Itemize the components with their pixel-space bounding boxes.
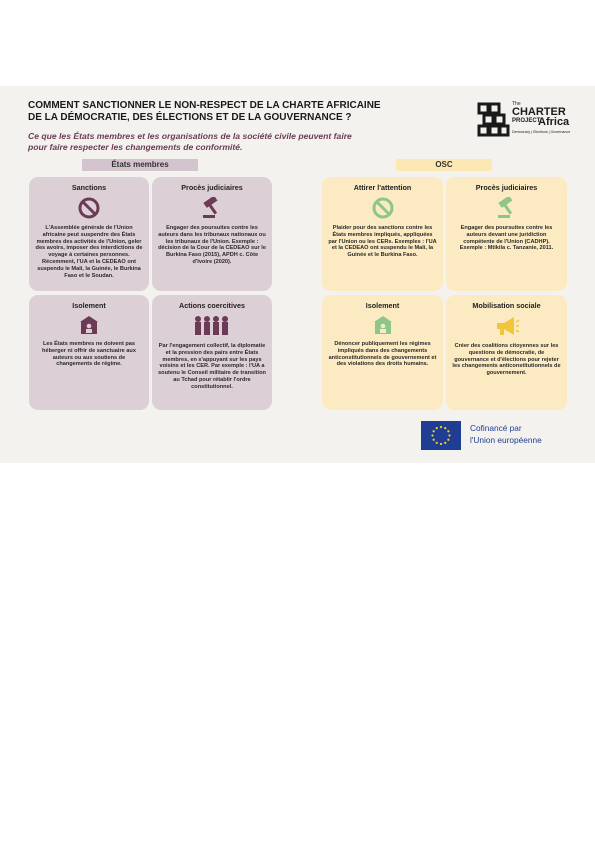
subtitle-line-2: pour faire respecter les changements de conformité. — [28, 142, 243, 152]
page-subtitle — [28, 131, 458, 153]
soldiers-icon — [192, 315, 232, 337]
card-proces-judiciaires-osc — [446, 177, 567, 291]
card-title: Sanctions — [71, 183, 107, 192]
card-text: Engager des poursuites contre les auteurs dans les tribunaux nationaux ou les tribunaux de l'Union. Exemple : décision de la Cour de la CEDEAO sur le Burkina Faso (2015), APDH c. Côte d'Ivoire (2020). — [158, 225, 266, 265]
card-title: Mobilisation sociale — [472, 301, 541, 310]
card-title: Procès judiciaires — [181, 183, 243, 192]
knot-logo-icon — [476, 101, 510, 139]
logo-africa: Africa — [538, 116, 570, 128]
megaphone-icon — [494, 315, 520, 337]
card-title: Actions coercitives — [179, 301, 245, 310]
column-header-osc: OSC — [396, 159, 492, 171]
prohibited-icon — [78, 197, 100, 219]
eu-line-1: Cofinancé par — [470, 423, 522, 433]
card-text: Dénoncer publiquement les régimes impliqués dans des changements anticonstitutionnels de gouvernement et des violations des droits humains. — [328, 341, 437, 368]
logo-the: The — [512, 101, 521, 107]
gavel-icon — [495, 197, 519, 219]
card-text: Plaider pour des sanctions contre les États membres impliqués, appliquées par l'Union ou les CERs. Exemples : l'UA et la CEDEAO ont suspendu le Mali, la Guinée et le Burkina Faso. — [328, 225, 437, 259]
card-attirer-attention — [322, 177, 443, 291]
prohibited-icon — [372, 197, 394, 219]
card-proces-judiciaires-etats — [152, 177, 272, 291]
charter-project-logo — [476, 101, 576, 141]
logo-project: PROJECT — [512, 118, 541, 124]
eu-line-2: l'Union européenne — [470, 434, 542, 445]
card-text: Par l'engagement collectif, la diplomatie et la pression des pairs entre États membres, en s'appuyant sur les pays voisins et les CER. Par exemple : l'UA a soutenu le Conseil militaire de transition au Tchad pour rétablir l'ordre constitutionnel. — [158, 343, 266, 390]
card-mobilisation-sociale — [446, 295, 567, 410]
eu-cofinance-label — [470, 423, 542, 446]
title-line-2: DE LA DÉMOCRATIE, DES ÉLECTIONS ET DE LA GOUVERNANCE ? — [28, 112, 352, 123]
isolated-person-icon — [373, 315, 393, 335]
card-actions-coercitives — [152, 295, 272, 410]
card-sanctions — [29, 177, 149, 291]
card-title: Isolement — [72, 301, 106, 310]
gavel-icon — [200, 197, 224, 219]
card-title: Procès judiciaires — [475, 183, 538, 192]
logo-tagline: Democracy | Elections | Governance — [512, 130, 571, 134]
card-isolement-osc — [322, 295, 443, 410]
eu-flag-icon — [421, 421, 461, 450]
card-text: Créer des coalitions citoyennes sur les questions de démocratie, de gouvernance et d'élections pour rejeter les changements anticonstitutionnels de gouvernement. — [452, 343, 561, 377]
card-text: Les États membres ne doivent pas héberger ni offrir de sanctuaire aux auteurs ou aux soutiens de changements de régime. — [42, 341, 136, 368]
column-header-etats: États membres — [82, 159, 198, 171]
logo-charter: CHARTER — [512, 106, 566, 118]
subtitle-line-1: Ce que les États membres et les organisations de la société civile peuvent faire — [28, 131, 352, 141]
card-isolement-etats — [29, 295, 149, 410]
isolated-person-icon — [79, 315, 99, 335]
card-title: Isolement — [365, 301, 400, 310]
card-text: L'Assemblée générale de l'Union africaine peut suspendre des États membres des activités de l'Union, geler des avoirs, imposer des interdictions de voyage à certaines personnes. Récemment, l'UA et la CEDEAO ont suspendu le Mali, la Guinée, le Burkina Faso et le Soudan. — [35, 225, 143, 279]
page-title — [28, 100, 448, 124]
title-line-1: COMMENT SANCTIONNER LE NON-RESPECT DE LA CHARTE AFRICAINE — [28, 100, 381, 111]
card-title: Attirer l'attention — [353, 183, 412, 192]
card-text: Engager des poursuites contre les auteurs devant une juridiction compétente de l'Union (CADHP). Exemple : Mtikila c. Tanzanie, 2011. — [459, 225, 554, 252]
